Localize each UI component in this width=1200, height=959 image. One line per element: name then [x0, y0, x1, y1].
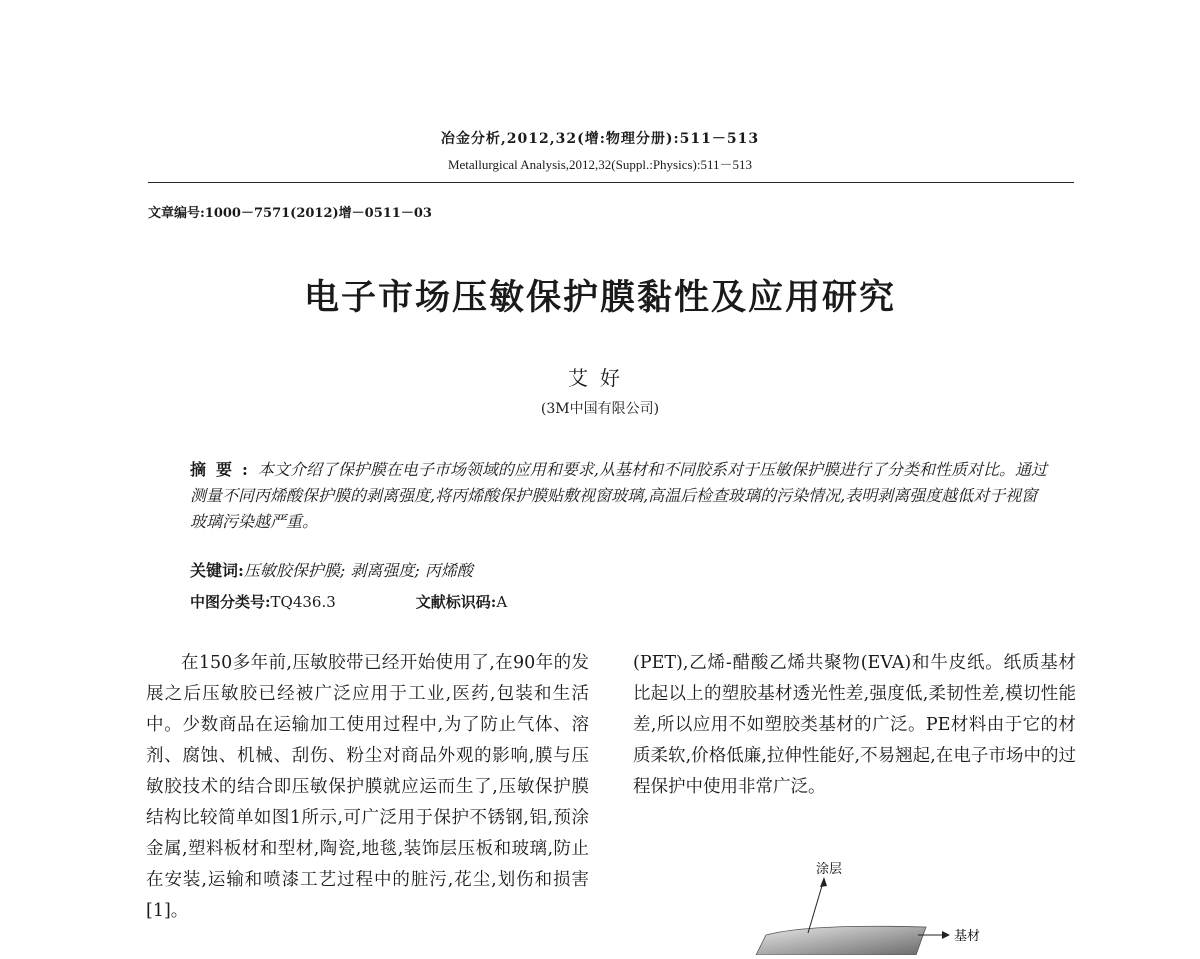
body-paragraph-right: (PET),乙烯-醋酸乙烯共聚物(EVA)和牛皮纸。纸质基材比起以上的塑胶基材透光性差,强度低,柔韧性差,模切性能差,所以应用不如塑胶类基材的广泛。PE材料由于它的材质柔软,价格低廉,拉伸性能好,不易翘起,在电子市场中的过程保护中使用非常广泛。: [633, 653, 1076, 797]
film-structure-diagram: [736, 855, 1066, 955]
article-number: 文章编号:1000－7571(2012)增－0511－03: [148, 206, 432, 221]
substrate-arrowhead: [942, 931, 950, 939]
clc-value: TQ436.3: [270, 593, 336, 611]
coating-pointer-line: [808, 879, 824, 933]
body-column-right: [633, 648, 1076, 803]
abstract-text: 本文介绍了保护膜在电子市场领域的应用和要求,从基材和不同胶系对于压敏保护膜进行了分类和性质对比。通过测量不同丙烯酸保护膜的剥离强度,将丙烯酸保护膜贴敷视窗玻璃,高温后检查玻璃的污染情况,表明剥离强度越低对于视窗玻璃污染越严重。: [190, 460, 1048, 531]
journal-header-cn: 冶金分析,2012,32(增:物理分册):511－513: [440, 131, 760, 147]
author-affiliation: (3M中国有限公司): [540, 401, 660, 417]
abstract: [190, 457, 1050, 535]
keywords: [190, 558, 473, 581]
paper-title: 电子市场压敏保护膜黏性及应用研究: [303, 278, 896, 318]
label-coating: 涂层: [816, 862, 843, 877]
film-layer-shape: [756, 926, 926, 955]
journal-header-en: Metallurgical Analysis,2012,32(Suppl.:Physics):511－513: [447, 157, 753, 172]
abstract-label: 摘要:: [190, 460, 258, 479]
keywords-label: 关键词:: [190, 561, 244, 580]
clc-label: 中图分类号:: [190, 593, 271, 611]
doc-code-value: A: [496, 593, 508, 611]
label-substrate: 基材: [954, 929, 981, 944]
body-paragraph-left: 在150多年前,压敏胶带已经开始使用了,在90年的发展之后压敏胶已经被广泛应用于工业,医药,包装和生活中。少数商品在运输加工使用过程中,为了防止气体、溶剂、腐蚀、机械、刮伤、粉尘对商品外观的影响,膜与压敏胶技术的结合即压敏保护膜就应运而生了,压敏保护膜结构比较简单如图1所示,可广泛用于保护不锈钢,铝,预涂金属,塑料板材和型材,陶瓷,地毯,装饰层压板和玻璃,防止在安装,运输和喷漆工艺过程中的脏污,花尘,划伤和损害[1]。: [146, 653, 589, 921]
body-column-left: [146, 648, 589, 927]
coating-arrowhead: [820, 877, 827, 887]
doc-code-label: 文献标识码:: [415, 593, 497, 611]
figure-1-structure: [736, 855, 1066, 955]
keywords-text: 压敏胶保护膜; 剥离强度; 丙烯酸: [243, 561, 473, 580]
author-name: 艾好: [568, 366, 632, 390]
classification-line: [190, 591, 507, 612]
header-rule: [148, 182, 1074, 183]
